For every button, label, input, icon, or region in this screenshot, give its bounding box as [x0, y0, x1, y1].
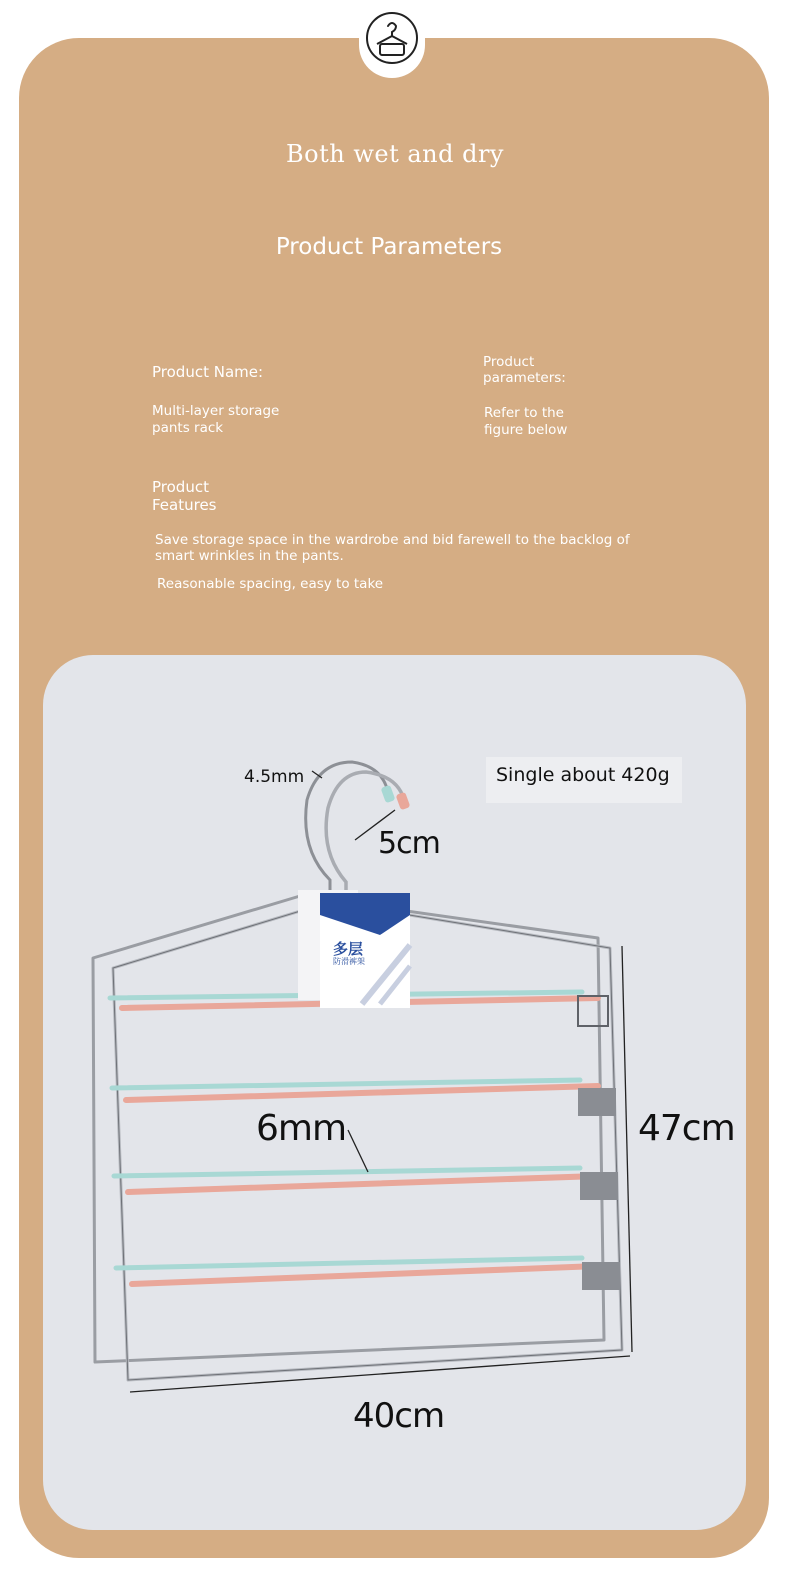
bar-diameter-label: 6mm: [256, 1108, 347, 1149]
section-title: Product Parameters: [275, 234, 503, 260]
product-parameters-label-line2: parameters:: [483, 370, 566, 386]
product-parameters-value-line2: figure below: [484, 422, 568, 438]
hook-wire-label: 4.5mm: [244, 767, 305, 787]
product-parameters-label-line1: Product: [483, 354, 535, 370]
product-name-value-line1: Multi-layer storage: [152, 403, 280, 419]
feature-1-line1: Save storage space in the wardrobe and bid farewell to the backlog of: [155, 532, 630, 548]
weight-label: Single about 420g: [496, 764, 670, 786]
width-label: 40cm: [353, 1396, 445, 1436]
height-label: 47cm: [638, 1108, 735, 1149]
tagline: Both wet and dry: [286, 140, 504, 168]
product-parameters-value-line1: Refer to the: [484, 405, 564, 421]
package-title: 多层: [333, 940, 364, 958]
feature-2: Reasonable spacing, easy to take: [157, 576, 384, 592]
hook-size-label: 5cm: [378, 826, 440, 861]
feature-1-line2: smart wrinkles in the pants.: [155, 548, 344, 564]
product-name-value-line2: pants rack: [152, 420, 224, 436]
package-subtitle: 防滑裤架: [333, 957, 365, 966]
product-features-label-line1: Product: [152, 478, 209, 496]
product-name-label: Product Name:: [152, 363, 264, 381]
product-features-label-line2: Features: [152, 496, 217, 514]
